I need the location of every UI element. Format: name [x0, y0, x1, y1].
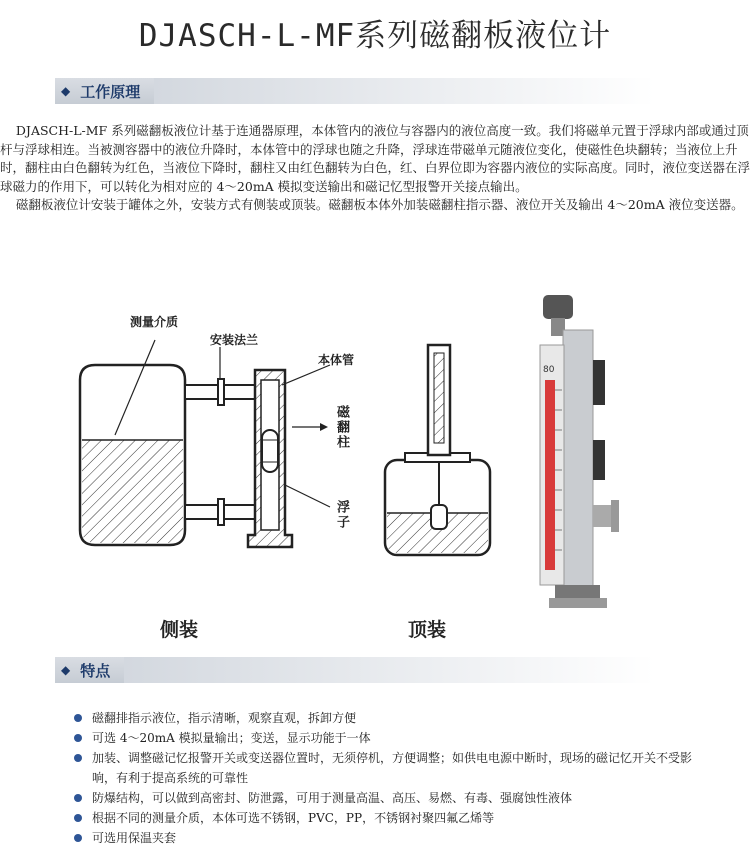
label-medium: 测量介质	[130, 315, 179, 329]
header-fade	[154, 78, 655, 104]
label-body-tube: 本体管	[318, 353, 355, 367]
header-fade	[124, 657, 655, 683]
principle-para-1: DJASCH-L-MF 系列磁翻板液位计基于连通器原理，本体管内的液位与容器内的液位高度一致。我们将磁单元置于浮球内部或通过顶杆与浮球相连。当被测容器中的液位升降时，本体管中的浮球也随之升降，浮球连带磁单元随液位变化，使磁性色块翻转；当液位上升时，翻柱由白色翻转为红色，当液位下降时，翻柱又由红色翻转为白色，红、白界位即为容器内液位的实际高度。同时，液位变送器在浮球磁力的作用下，可以转化为相对应的 4～20mA 模拟变送输出和磁记忆型报警开关接点输出。	[0, 123, 750, 194]
section-header-principle	[55, 78, 655, 104]
red-indicator	[545, 380, 555, 570]
label-flange: 安装法兰	[210, 333, 259, 347]
product-illustration	[535, 290, 625, 610]
lower-flange	[218, 499, 224, 525]
list-item: 磁翻排指示液位，指示清晰，观察直观，拆卸方便	[74, 708, 714, 728]
section-title-principle: 工作原理	[80, 82, 141, 101]
scale-label: 80	[543, 365, 555, 375]
top-float	[431, 505, 447, 529]
label-float: 浮子	[334, 500, 349, 530]
feature-list	[74, 708, 714, 848]
diamond-icon: ◆	[61, 84, 71, 98]
page-title: DJASCH-L-MF系列磁翻板液位计	[138, 18, 612, 54]
product-photo	[535, 290, 625, 610]
principle-text	[0, 122, 750, 215]
list-item: 可选用保温夹套	[74, 828, 714, 848]
label-flip-column: 磁翻柱	[334, 405, 349, 450]
principle-para-2: 磁翻板液位计安装于罐体之外，安装方式有侧装或顶装。磁翻板本体外加装磁翻柱指示器、液位开关及输出 4～20mA 液位变送器。	[0, 197, 744, 212]
list-item: 防爆结构，可以做到高密封、防泄露，可用于测量高温、高压、易燃、有毒、强腐蚀性液体	[74, 788, 714, 808]
installation-diagram	[30, 285, 540, 655]
diagram-drawing	[30, 285, 540, 655]
list-item: 加装、调整磁记忆报警开关或变送器位置时，无须停机，方便调整；如供电电源中断时，现场的磁记忆开关不受影响，有利于提高系统的可靠性	[74, 748, 714, 788]
diamond-icon: ◆	[61, 663, 71, 677]
section-title-features: 特点	[80, 661, 111, 680]
side-tank-liquid	[82, 440, 183, 543]
caption-top-mount: 顶装	[408, 619, 447, 641]
float-ball	[262, 430, 278, 472]
caption-side-mount: 侧装	[160, 619, 199, 641]
list-item: 可选 4～20mA 模拟量输出；变送，显示功能于一体	[74, 728, 714, 748]
list-item: 根据不同的测量介质，本体可选不锈钢，PVC，PP，不锈钢衬聚四氟乙烯等	[74, 808, 714, 828]
upper-flange	[218, 379, 224, 405]
section-header-features	[55, 657, 655, 683]
